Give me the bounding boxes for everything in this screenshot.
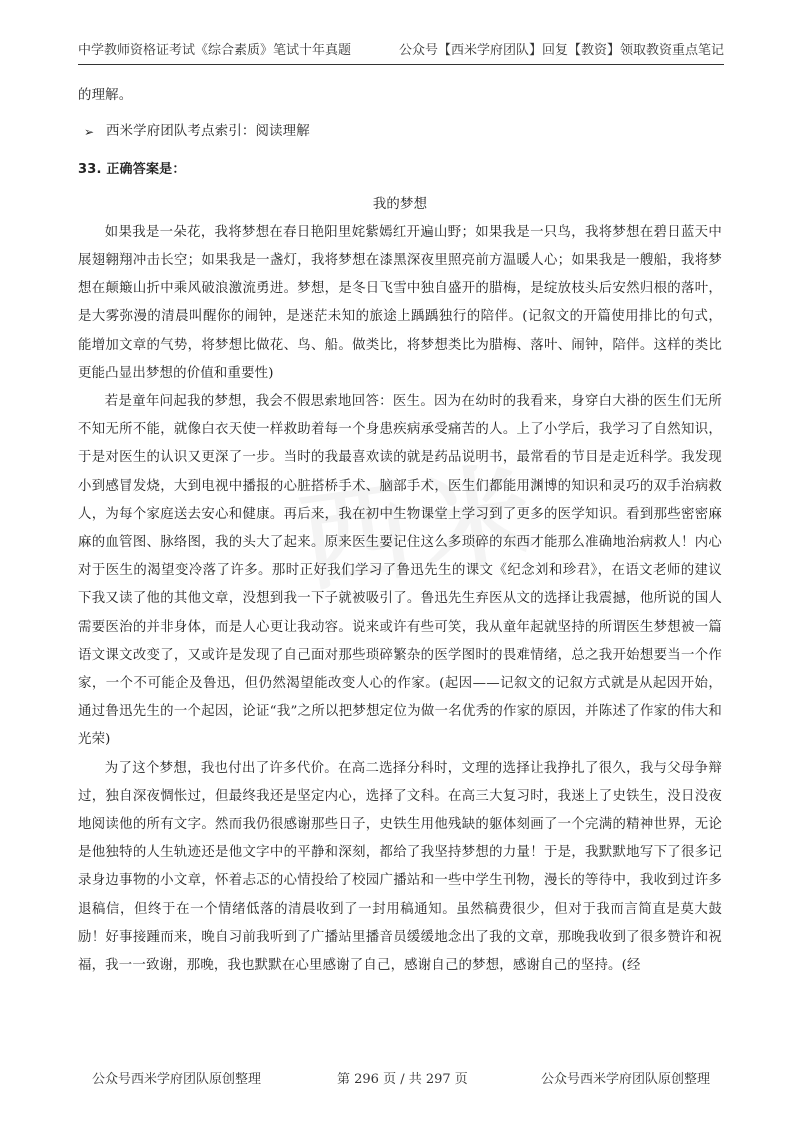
page-content xyxy=(78,82,722,980)
header-promo: 公众号【西米学府团队】回复【教资】领取教资重点笔记 xyxy=(398,43,724,58)
header-title: 中学教师资格证考试《综合素质》笔试十年真题 xyxy=(78,43,352,58)
essay-title: 我的梦想 xyxy=(372,196,428,212)
page-number: 第 296 页 / 共 297 页 xyxy=(337,1072,468,1087)
footer-right: 公众号西米学府团队原创整理 xyxy=(540,1072,710,1087)
index-note xyxy=(78,118,722,146)
arrow-right-icon: ➢ xyxy=(84,125,95,140)
essay-paragraph: 为了这个梦想，我也付出了许多代价。在高二选择分科时，文理的选择让我挣扎了很久，我与父母争辩过，独自深夜惆怅过，但最终我还是坚定内心，选择了文科。在高三大复习时，我迷上了史铁生，没日没夜地阅读他的所有文字。然而我仍很感谢那些日子，史铁生用他残缺的躯体刻画了一个完满的精神世界，无论是他独特的人生轨迹还是他文字中的平静和深刻，都给了我坚持梦想的力量！于是，我默默地写下了很多记录身边事物的小文章，怀着忐忑的心情投给了校园广播站和一些中学生刊物，漫长的等待中，我收到过许多退稿信，但终于在一个情绪低落的清晨收到了一封用稿通知。虽然稿费很少，但对于我而言简直是莫大鼓励！好事接踵而来，晚自习前我听到了广播站里播音员缓缓地念出了我的文章，那晚我收到了很多赞许和祝福，我一一致谢，那晚，我也默默在心里感谢了自己，感谢自己的梦想，感谢自己的坚持。(经 xyxy=(78,760,722,974)
essay-paragraph: 若是童年问起我的梦想，我会不假思索地回答：医生。因为在幼时的我看来，身穿白大褂的医生们无所不知无所不能，就像白衣天使一样救助着每一个身患疾病承受痛苦的人。上了小学后，我学习了自然知识，于是对医生的认识又更深了一步。当时的我最喜欢读的就是药品说明书，最常看的节目是走近科学。我发现小到感冒发烧，大到电视中播报的心脏搭桥手术、脑部手术，医生们都能用渊博的知识和灵巧的双手治病救人，为每个家庭送去安心和健康。再后来，我在初中生物课堂上学习到了更多的医学知识。看到那些密密麻麻的血管图、脉络图，我的头大了起来。原来医生要记住这么多琐碎的东西才能那么准确地治病救人！内心对于医生的渴望变冷落了许多。那时正好我们学习了鲁迅先生的课文《纪念刘和珍君》，在语文老师的建议下我又读了他的其他文章，没想到我一下子就被吸引了。鲁迅先生弃医从文的选择让我震撼，他所说的国人需要医治的并非身体，而是人心更让我动容。说来或许有些可笑，我从童年起就坚持的所谓医生梦想被一篇语文课文改变了，又或许是发现了自己面对那些琐碎繁杂的医学图时的畏难情绪，总之我开始想要当一个作家，一个不可能企及鲁迅，但仍然渴望能改变人心的作家。(起因——记叙文的记叙方式就是从起因开始，通过鲁迅先生的一个起因，论证“我”之所以把梦想定位为做一名优秀的作家的原因，并陈述了作家的伟大和光荣) xyxy=(78,394,722,748)
page-footer xyxy=(92,1068,710,1088)
answer-label: 33. 正确答案是： xyxy=(78,162,186,178)
index-note-text: 西米学府团队考点索引：阅读理解 xyxy=(106,124,310,140)
essay-paragraph: 如果我是一朵花，我将梦想在春日艳阳里姹紫嫣红开遍山野；如果我是一只鸟，我将梦想在碧日蓝天中展翅翱翔冲击长空；如果我是一盏灯，我将梦想在漆黑深夜里照亮前方温暖人心；如果我是一艘船，我将梦想在颠簸山折中乘风破浪激流勇进。梦想，是冬日飞雪中独自盛开的腊梅，是绽放枝头后安然归根的落叶，是大雾弥漫的清晨叫醒你的闹钟，是迷茫未知的旅途上踽踽独行的陪伴。(记叙文的开篇使用排比的句式，能增加文章的气势，将梦想比做花、鸟、船。做类比，将梦想类比为腊梅、落叶、闹钟，陪伴。这样的类比更能凸显出梦想的价值和重要性) xyxy=(78,224,722,381)
footer-left: 公众号西米学府团队原创整理 xyxy=(92,1072,262,1087)
intro-line: 的理解。 xyxy=(78,88,133,103)
page-header xyxy=(78,40,724,65)
